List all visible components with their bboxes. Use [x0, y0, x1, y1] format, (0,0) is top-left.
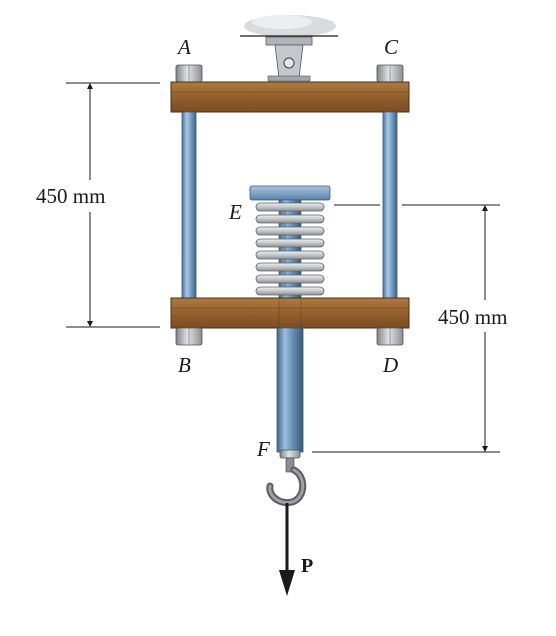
rod-end-collar	[280, 450, 300, 458]
hook	[270, 458, 303, 503]
label-c: C	[384, 35, 399, 59]
label-a: A	[178, 35, 191, 59]
rod-ab	[182, 112, 196, 298]
load-arrow	[279, 503, 295, 596]
nut-b	[176, 328, 202, 345]
nut-a	[176, 65, 202, 82]
right-dimension-label: 450 mm	[438, 305, 508, 329]
nut-d	[377, 328, 403, 345]
label-d: D	[383, 353, 399, 377]
bracket-plate	[266, 37, 312, 45]
left-dimension-label: 450 mm	[36, 184, 106, 208]
label-e: E	[229, 200, 242, 224]
load-label: P	[301, 555, 314, 577]
spring-e	[250, 186, 330, 298]
top-plate	[171, 82, 409, 112]
spring-cap	[250, 186, 330, 200]
bracket-pin	[284, 58, 294, 68]
label-f: F	[257, 437, 270, 461]
center-rod	[277, 328, 303, 452]
ceiling-support	[240, 15, 338, 81]
bottom-plate	[171, 298, 409, 328]
nut-c	[377, 65, 403, 82]
label-b: B	[178, 353, 191, 377]
rod-cd	[383, 112, 397, 298]
